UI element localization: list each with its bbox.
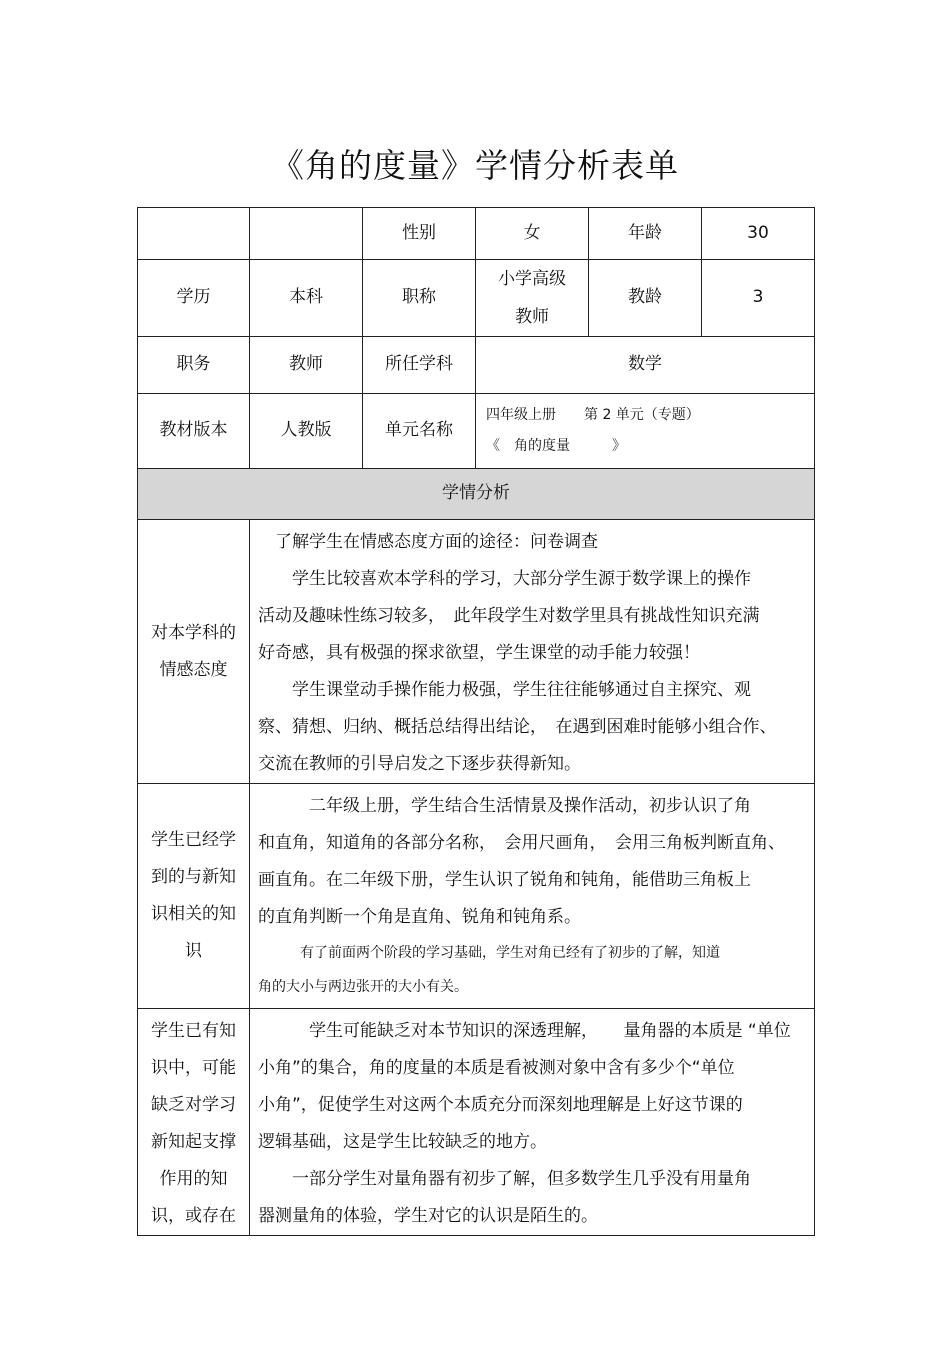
paragraph: 小角”，促使学生对这两个本质充分而深刻地理解是上好这节课的 — [258, 1095, 743, 1115]
row-prior-knowledge — [138, 784, 815, 1009]
paragraph: 一部分学生对量角器有初步了解，但多数学生几乎没有用量角 — [258, 1169, 751, 1189]
paragraph: 活动及趣味性练习较多， 此年段学生对数学里具有挑战性知识充满 — [258, 606, 760, 626]
unit-line-2: 《 角的度量 》 — [486, 438, 626, 454]
subject-label: 所任学科 — [363, 337, 476, 394]
analysis-table — [137, 207, 815, 1236]
paragraph: 的直角判断一个角是直角、锐角和钝角系。 — [258, 907, 581, 927]
section-title: 学情分析 — [138, 469, 815, 520]
paragraph: 学生可能缺乏对本节知识的深透理解， 量角器的本质是 “单位 — [258, 1021, 791, 1041]
name-value-cell — [250, 208, 363, 260]
rank-label: 职称 — [363, 260, 476, 337]
age-label: 年龄 — [589, 208, 702, 260]
paragraph: 察、猜想、归纳、概括总结得出结论， 在遇到困难时能够小组合作、 — [258, 717, 777, 737]
row-section-header — [138, 469, 815, 520]
gender-value: 女 — [476, 208, 589, 260]
paragraph: 角的大小与两边张开的大小有关。 — [258, 979, 468, 995]
rank-value — [476, 260, 589, 337]
rank-value-line2: 教师 — [515, 307, 549, 327]
paragraph: 交流在教师的引导启发之下逐步获得新知。 — [258, 754, 581, 774]
emotion-attitude-content — [250, 520, 815, 784]
paragraph: 逻辑基础，这是学生比较缺乏的地方。 — [258, 1132, 547, 1152]
unit-line-1: 四年级上册 第 2 单元（专题） — [486, 407, 700, 424]
row-emotion-attitude — [138, 520, 815, 784]
textbook-label: 教材版本 — [138, 394, 250, 469]
paragraph: 器测量角的体验，学生对它的认识是陌生的。 — [258, 1206, 598, 1226]
paragraph: 二年级上册，学生结合生活情景及操作活动，初步认识了角 — [258, 796, 751, 816]
textbook-value: 人教版 — [250, 394, 363, 469]
emotion-attitude-label: 对本学科的情感态度 — [138, 520, 250, 784]
teaching-years-value: 3 — [702, 260, 815, 337]
name-label-cell — [138, 208, 250, 260]
paragraph: 学生比较喜欢本学科的学习，大部分学生源于数学课上的操作 — [258, 569, 751, 589]
paragraph: 小角”的集合，角的度量的本质是看被测对象中含有多少个“单位 — [258, 1058, 735, 1078]
missing-knowledge-content — [250, 1009, 815, 1236]
education-label: 学历 — [138, 260, 250, 337]
unit-label: 单元名称 — [363, 394, 476, 469]
rank-value-line1: 小学高级 — [498, 269, 566, 289]
missing-knowledge-label: 学生已有知识中，可能缺乏对学习新知起支撑作用的知识，或存在 — [138, 1009, 250, 1236]
row-education — [138, 260, 815, 337]
position-label: 职务 — [138, 337, 250, 394]
page-title: 《角的度量》学情分析表单 — [271, 146, 679, 185]
prior-knowledge-label: 学生已经学到的与新知识相关的知识 — [138, 784, 250, 1009]
paragraph: 了解学生在情感态度方面的途径：问卷调查 — [258, 532, 598, 552]
row-textbook — [138, 394, 815, 469]
paragraph: 好奇感，具有极强的探求欲望，学生课堂的动手能力较强！ — [258, 643, 700, 663]
gender-label: 性别 — [363, 208, 476, 260]
paragraph: 有了前面两个阶段的学习基础，学生对角已经有了初步的了解，知道 — [258, 945, 720, 961]
subject-value: 数学 — [476, 337, 815, 394]
teaching-years-label: 教龄 — [589, 260, 702, 337]
row-basic-info — [138, 208, 815, 260]
paragraph: 画直角。在二年级下册，学生认识了锐角和钝角，能借助三角板上 — [258, 870, 751, 890]
position-value: 教师 — [250, 337, 363, 394]
paragraph: 学生课堂动手操作能力极强，学生往往能够通过自主探究、观 — [258, 680, 751, 700]
education-value: 本科 — [250, 260, 363, 337]
unit-value — [476, 394, 815, 469]
prior-knowledge-content — [250, 784, 815, 1009]
row-position — [138, 337, 815, 394]
row-missing-knowledge — [138, 1009, 815, 1236]
paragraph: 和直角，知道角的各部分名称， 会用尺画角， 会用三角板判断直角、 — [258, 833, 785, 853]
age-value: 30 — [702, 208, 815, 260]
